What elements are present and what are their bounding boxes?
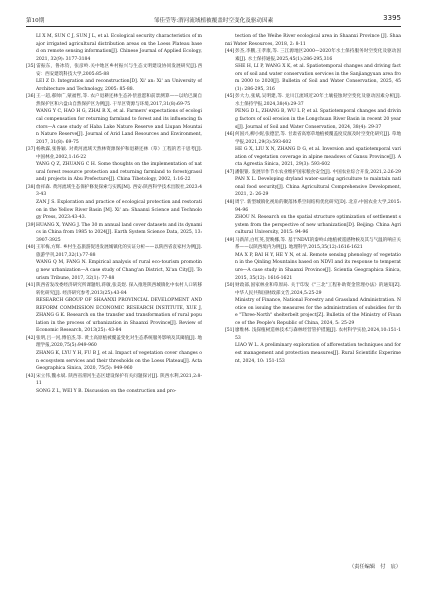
reference-number: [35] [26, 64, 36, 70]
reference-entry [26, 146, 202, 161]
reference-entry [225, 282, 401, 297]
reference-entry [26, 297, 202, 335]
reference-number: [40] [26, 245, 36, 251]
reference-text: 潘银银. 发展旱作节水农业维护国家粮食安全[J]. 中国农业综合开发,2021,2:26-29 [235, 169, 401, 175]
reference-entry [26, 244, 202, 259]
reference-number: [45] [225, 94, 235, 100]
reference-entry [225, 93, 401, 108]
reference-text: 周宁. 新型城镇化视角的聚落体系空间结构优化研究[D]. 北京:中国农业大学,2015:94-96 [235, 200, 401, 213]
reference-entry [26, 161, 202, 184]
reference-entry [225, 146, 401, 169]
page-number: 3395 [383, 14, 401, 22]
reference-entry [26, 93, 202, 108]
reference-entry [26, 108, 202, 146]
reference-text: LEI Z D. Integration and reconstruction[D]. Xi' an: Xi' an University of Architecture and Technology, 2005: 85-88. [36, 79, 202, 92]
reference-number: [42] [26, 335, 36, 341]
reference-text: 张明,吕一河,傅伯杰,等. 黄土高原植被覆盖变化对生态系统服务影响及其阈值[J]. 地理学报,2020,75(5):949-960 [36, 335, 202, 349]
reference-entry [26, 199, 202, 222]
reference-text: 陕西省发改委经济研究所课题组,蒋敏,张美煜. 探入推进陕西城镇化中农村人口转移转化研究[J]. 经济研究参考,2013(25):43-84 [36, 283, 202, 296]
reference-text: 王军梅,方辉. 乡村生态旅游促进发展城镇化的实证分析——以陕西省袁家村为例[J]. 旅游学刊,2017,32(1):77-88 [36, 245, 202, 258]
responsible-editor: （责任编辑 付 宸） [349, 564, 401, 570]
reference-number: [44] [225, 49, 235, 55]
reference-text: MA X P, BAI H Y, HE Y N, et al. Remote sensing phenology of vegetation in the Qinling Mountains based on NDVI and its response to temperature—A case study in Shaanxi Province[J]. Scientia Geographica Sinica, 2015, 35(12): 1616-1621 [235, 252, 401, 281]
reference-text: 詹祥森. 黄河流域生态保护修复探索与实践[M]. 西安:陕西科学技术出版社,2023:43-43 [36, 184, 202, 198]
reference-entry [225, 237, 401, 252]
reference-text: RESEARCH GROUP OF SHAANXI PROVINCIAL DEVELOPMENT AND REFORM COMMISSION ECONOMIC RESEARCH INSTITUTE, XUE J, ZHANG G K. Research on the transfer and transformation of rural population in the process of urbanization in Shaanxi Province[J]. Review of Economic Research, 2013(25): 43-84 [36, 298, 202, 334]
reference-entry [225, 108, 401, 131]
reference-entry [225, 342, 401, 365]
reference-number: [37] [26, 147, 36, 153]
reference-text: 马新萍,白红英,贺映娜,等. 基于NDVI的秦岭山地植被遥感物候及其与气温的响应关系——以陕西境内为例[J]. 地理科学,2015,35(12):1616-1621 [235, 237, 401, 251]
reference-number: [46] [225, 132, 235, 138]
reference-text: WANG Q M, FANG N. Empirical analysis of rural eco-tourism promoting new urbanization—A case study of Chang'an District, Xi'an City[J]. Tourism Tribune, 2017, 32(1): 77-88 [36, 260, 202, 281]
reference-entry [26, 33, 202, 63]
reference-text: tection of the Weihe River ecological area in Shaanxi Province [J]. Shaanxi Water Resources, 2018, 2: 8-11 [225, 34, 401, 47]
reference-entry [26, 184, 202, 199]
reference-text: 彭大力,张斌,吴明建,等. 龙川江流域近20年土壤侵蚀时空变化及驱动因素分析[J]. 水土保持学报,2024,38(4):29-37 [235, 94, 401, 107]
reference-number: [51] [225, 328, 235, 334]
reference-text: 宋立伟,魏永斌. 陕西省渭河生态区建设保护有关问题探讨[J]. 陕西水利,2021,2:8-11 [36, 373, 202, 387]
reference-text: SHE H, LI P, WANG X K, et al. Spatiotemporal changes and driving factors of soil and water conservation services in the Sanjiangyuan area from 2000 to 2020[J]. Bulletin of Soil and Water Conservation, 2025, 45(1): 286-295, 316 [235, 64, 401, 92]
running-title: 邹佳莹等:渭河流域植被覆盖时空变化及驱动因素 [153, 18, 274, 24]
reference-entry [26, 222, 202, 245]
running-header [26, 14, 401, 27]
reference-text: 王一超,郝帅广,蒙福哲,等. 农户退耕还林生态补偿意愿和前景测算——以哈巴湖自然保护区和六盘山自然保护区为例[J]. 干旱区资源与环境,2017,31(8):69-75 [36, 94, 202, 107]
reference-entry [225, 327, 401, 342]
reference-text: 廖维林. 浅探植树造林技术与森林经营管护措施[J]. 农村科学实验,2024,10:151-153 [235, 328, 401, 341]
reference-number: [47] [225, 169, 235, 175]
references-left-column [26, 33, 202, 563]
reference-entry [225, 199, 401, 214]
reference-text: 彭杰,李鹏,王孝康,等. 三江源地区2000—2020年水土保持服务时空变化及驱动因素[J]. 水土保持通报,2025,45(1):286-295,316 [235, 49, 401, 62]
reference-entry [225, 297, 401, 327]
reference-text: ZHOU N. Research on the spatial structure optimization of settlement system from the perspective of new urbanization[D]. Beijing: China Agricultural University, 2015: 94-96 [235, 215, 401, 236]
reference-text: SONG Z L, WEI Y B. Discussion on the construction and pro- [36, 388, 177, 394]
reference-entry [26, 388, 202, 396]
reference-entry [225, 48, 401, 63]
reference-entry [225, 33, 401, 48]
reference-text: HUANG X, YANG J. The 30 m annual land cover datasets and its dynamics in China from 1985 to 2024[J]. Earth System Science Data, 2025, 13: 3907-3925 [36, 222, 202, 243]
reference-entry [26, 282, 202, 297]
reference-number: [41] [26, 283, 36, 289]
reference-text: Ministry of Finance, National Forestry and Grassland Administration. Notice on issuing the measures for the administration of subsidies for the "Three-North" shelterbelt project[Z]. Bulletin of the Ministry of Finance of the People's Republic of China, 2024, 5: 25-29 [235, 298, 401, 326]
reference-text: YANG Q Z, ZHUANG C H. Some thoughts on the implementation of natural forest resource protection and returning farmland to forest(grassland) projects in Abu Prefecture[J]. China Tibetology, 2002, 1:16-22 [36, 162, 202, 183]
reference-entry [225, 63, 401, 93]
reference-text: 雷振东，鲁冰钧，张彦岭.关中地区乡村振兴与生态文明建设协同发展研究[J].西安：西安建筑科技大学,2005:85-88 [36, 64, 202, 77]
reference-entry [225, 169, 401, 177]
reference-text: PENG D L, ZHANG B, WU L P, et al. Spatiotemporal changes and driving factors of soil erosion in the Longchuan River Basin in recent 20 years[J]. Journal of Soil and Water Conservation, 2024, 38(4): 29-37 [235, 109, 401, 130]
reference-text: LIAO W L. A preliminary exploration of afforestation techniques and forest management and protection measures[J]. Rural Scientific Experiment, 2024, 10: 151-153 [235, 343, 401, 364]
reference-entry [26, 350, 202, 373]
references-right-column [225, 33, 401, 563]
reference-text: 财政部,国家林业和草原局. 关于印发《"三北"工程补助资金管理办法》的通知[Z]. 中华人民共和国财政部文告,2024,5:25-29 [235, 283, 401, 296]
reference-number: [48] [225, 200, 235, 206]
reference-entry [225, 131, 401, 146]
reference-entry [225, 214, 401, 237]
reference-number: [49] [225, 237, 235, 243]
reference-entry [26, 78, 202, 93]
reference-text: 杨秋霖,张鲁颖. 对黄河流域天然林资源保护和退耕还林（草）工程的若干思考[J]. 中国林业,2002,1:16-22 [36, 147, 202, 160]
reference-entry [26, 259, 202, 282]
reference-number: [43] [26, 373, 36, 379]
reference-text: HE G X, LIU X N, ZHANG D G, et al. Inversion and spatiotemporal variation of vegetation coverage in alpine meadows of Gansu Province[J]. Acta Agrestia Sinica, 2021, 29(3): 593-602 [235, 147, 401, 168]
reference-number: [38] [26, 184, 36, 190]
reference-entry [26, 63, 202, 78]
reference-text: PAN X L. Developing dryland water-saving agriculture to maintain national food security[J]. China Agricultural Comprehensive Development, 2021, 2: 26-29 [235, 177, 401, 198]
reference-entry [26, 373, 202, 388]
reference-text: ZAN J S. Exploration and practice of ecological protection and restoration in the Yellow River Basin [M]. Xi' an: Shaanxi Science and Technology Press, 2023:43-43. [36, 200, 202, 221]
issue-number: 第10期 [26, 18, 45, 24]
reference-number: [36] [26, 94, 36, 100]
reference-entry [225, 176, 401, 199]
reference-number: [39] [26, 222, 36, 228]
reference-entry [225, 252, 401, 282]
reference-text: 何国兴,柳小妮,张德罡,等. 甘肃省高寒草地植被覆盖度反演及时空变化研究[J]. 草地学报,2021,29(3):593-602 [235, 132, 401, 145]
reference-text: WANG Y C, HAO H G, ZHAI R X, et al. Farmers' expectations of ecological compensation for returning farmland to forest and its influencing factors—A case study of Haba Lake Nature Reserve and Liupan Mountain Nature Reserve[J]. Journal of Arid Land Resources and Environment, 2017, 31(8): 69-75 [36, 109, 202, 145]
reference-text: ZHANG K, LYU Y H, FU B J, et al. Impact of vegetation cover changes on ecosystem services and their thresholds on the Loess Plateau[J]. Acta Geographica Sinica, 2020, 75(5): 949-960 [36, 350, 202, 372]
reference-number: [50] [225, 283, 235, 289]
reference-text: LI X M, SUN C J, SUN J L, et al. Ecological security characteristics of major irrigated agricultural distribution areas on the Loess Plateau based on remote sensing information[J]. Chinese Journal of Applied Ecology, 2021, 32(9): 3177-3184 [36, 34, 202, 62]
reference-entry [26, 335, 202, 350]
